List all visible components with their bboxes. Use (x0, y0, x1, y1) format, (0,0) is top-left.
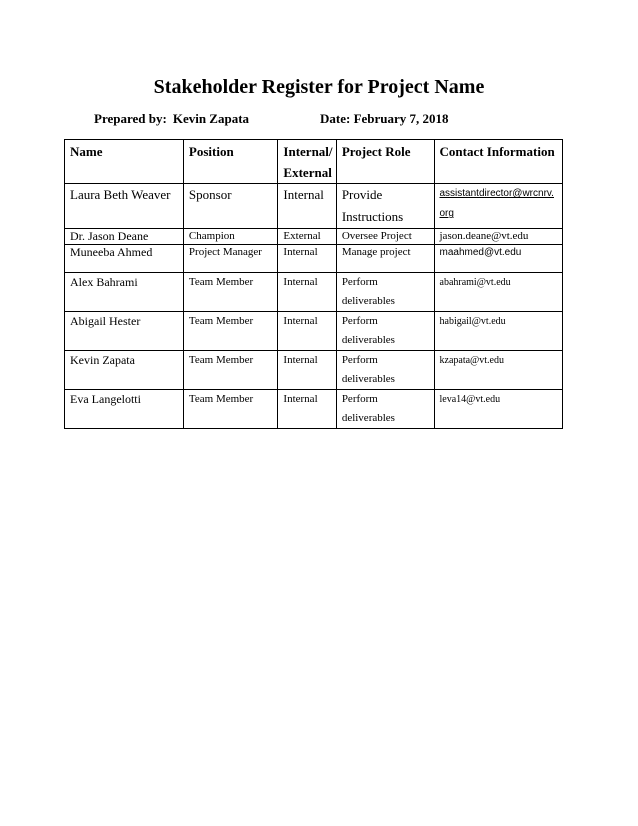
role-line1: Perform (341, 393, 378, 405)
cell-contact: habigail@vt.edu (434, 312, 563, 351)
cell-name: Muneeba Ahmed (65, 245, 184, 273)
cell-internal: Internal (278, 390, 336, 429)
cell-position: Team Member (183, 390, 278, 429)
cell-name: Abigail Hester (65, 312, 184, 351)
cell-role: Manage project (336, 245, 434, 273)
table-row (65, 245, 563, 273)
cell-contact (434, 184, 563, 229)
table-row (65, 229, 563, 245)
table-row (65, 184, 563, 229)
cell-position: Champion (183, 229, 278, 245)
role-line2: Instructions (341, 209, 404, 224)
cell-position: Sponsor (183, 184, 278, 229)
cell-contact: abahrami@vt.edu (434, 273, 563, 312)
document-title: Stakeholder Register for Project Name (153, 76, 485, 98)
cell-name: Alex Bahrami (65, 273, 184, 312)
header-internal-line2: External (283, 165, 332, 180)
header-name: Name (65, 140, 184, 184)
contact-email-line2[interactable]: org (439, 208, 454, 219)
cell-position: Team Member (183, 273, 278, 312)
cell-internal: Internal (278, 184, 336, 229)
cell-role (336, 390, 434, 429)
cell-position: Team Member (183, 312, 278, 351)
table-header-row (65, 140, 563, 184)
role-line1: Perform (341, 354, 378, 366)
role-line1: Perform (341, 276, 378, 288)
header-project-role: Project Role (336, 140, 434, 184)
table-row (65, 312, 563, 351)
table-row (65, 351, 563, 390)
prepared-by-label: Prepared by: (94, 111, 167, 126)
cell-contact: kzapata@vt.edu (434, 351, 563, 390)
cell-internal: External (278, 229, 336, 245)
contact-email-line1[interactable]: assistantdirector@wrcnrv. (439, 188, 554, 199)
role-line2: deliverables (341, 373, 395, 385)
role-line2: deliverables (341, 295, 395, 307)
cell-name: Dr. Jason Deane (65, 229, 184, 245)
cell-internal: Internal (278, 351, 336, 390)
cell-name: Eva Langelotti (65, 390, 184, 429)
cell-position: Team Member (183, 351, 278, 390)
role-line1: Perform (341, 315, 378, 327)
cell-name: Kevin Zapata (65, 351, 184, 390)
table-row (65, 273, 563, 312)
cell-contact: maahmed@vt.edu (434, 245, 563, 273)
cell-contact: leva14@vt.edu (434, 390, 563, 429)
table-row (65, 390, 563, 429)
header-internal-line1: Internal/ (283, 144, 333, 159)
cell-internal: Internal (278, 273, 336, 312)
cell-internal: Internal (278, 245, 336, 273)
cell-role (336, 184, 434, 229)
cell-position: Project Manager (183, 245, 278, 273)
cell-role (336, 273, 434, 312)
header-position: Position (183, 140, 278, 184)
role-line1: Provide (341, 187, 383, 202)
prepared-by-name: Kevin Zapata (172, 111, 250, 126)
cell-role: Oversee Project (336, 229, 434, 245)
header-internal-external (278, 140, 336, 184)
role-line2: deliverables (341, 412, 395, 424)
stakeholder-table (64, 139, 563, 429)
header-contact-information: Contact Information (434, 140, 563, 184)
cell-role (336, 312, 434, 351)
cell-name: Laura Beth Weaver (65, 184, 184, 229)
cell-contact: jason.deane@vt.edu (434, 229, 563, 245)
prepared-by (94, 110, 249, 128)
role-line2: deliverables (341, 334, 395, 346)
cell-role (336, 351, 434, 390)
cell-internal: Internal (278, 312, 336, 351)
document-date: Date: February 7, 2018 (320, 111, 449, 126)
